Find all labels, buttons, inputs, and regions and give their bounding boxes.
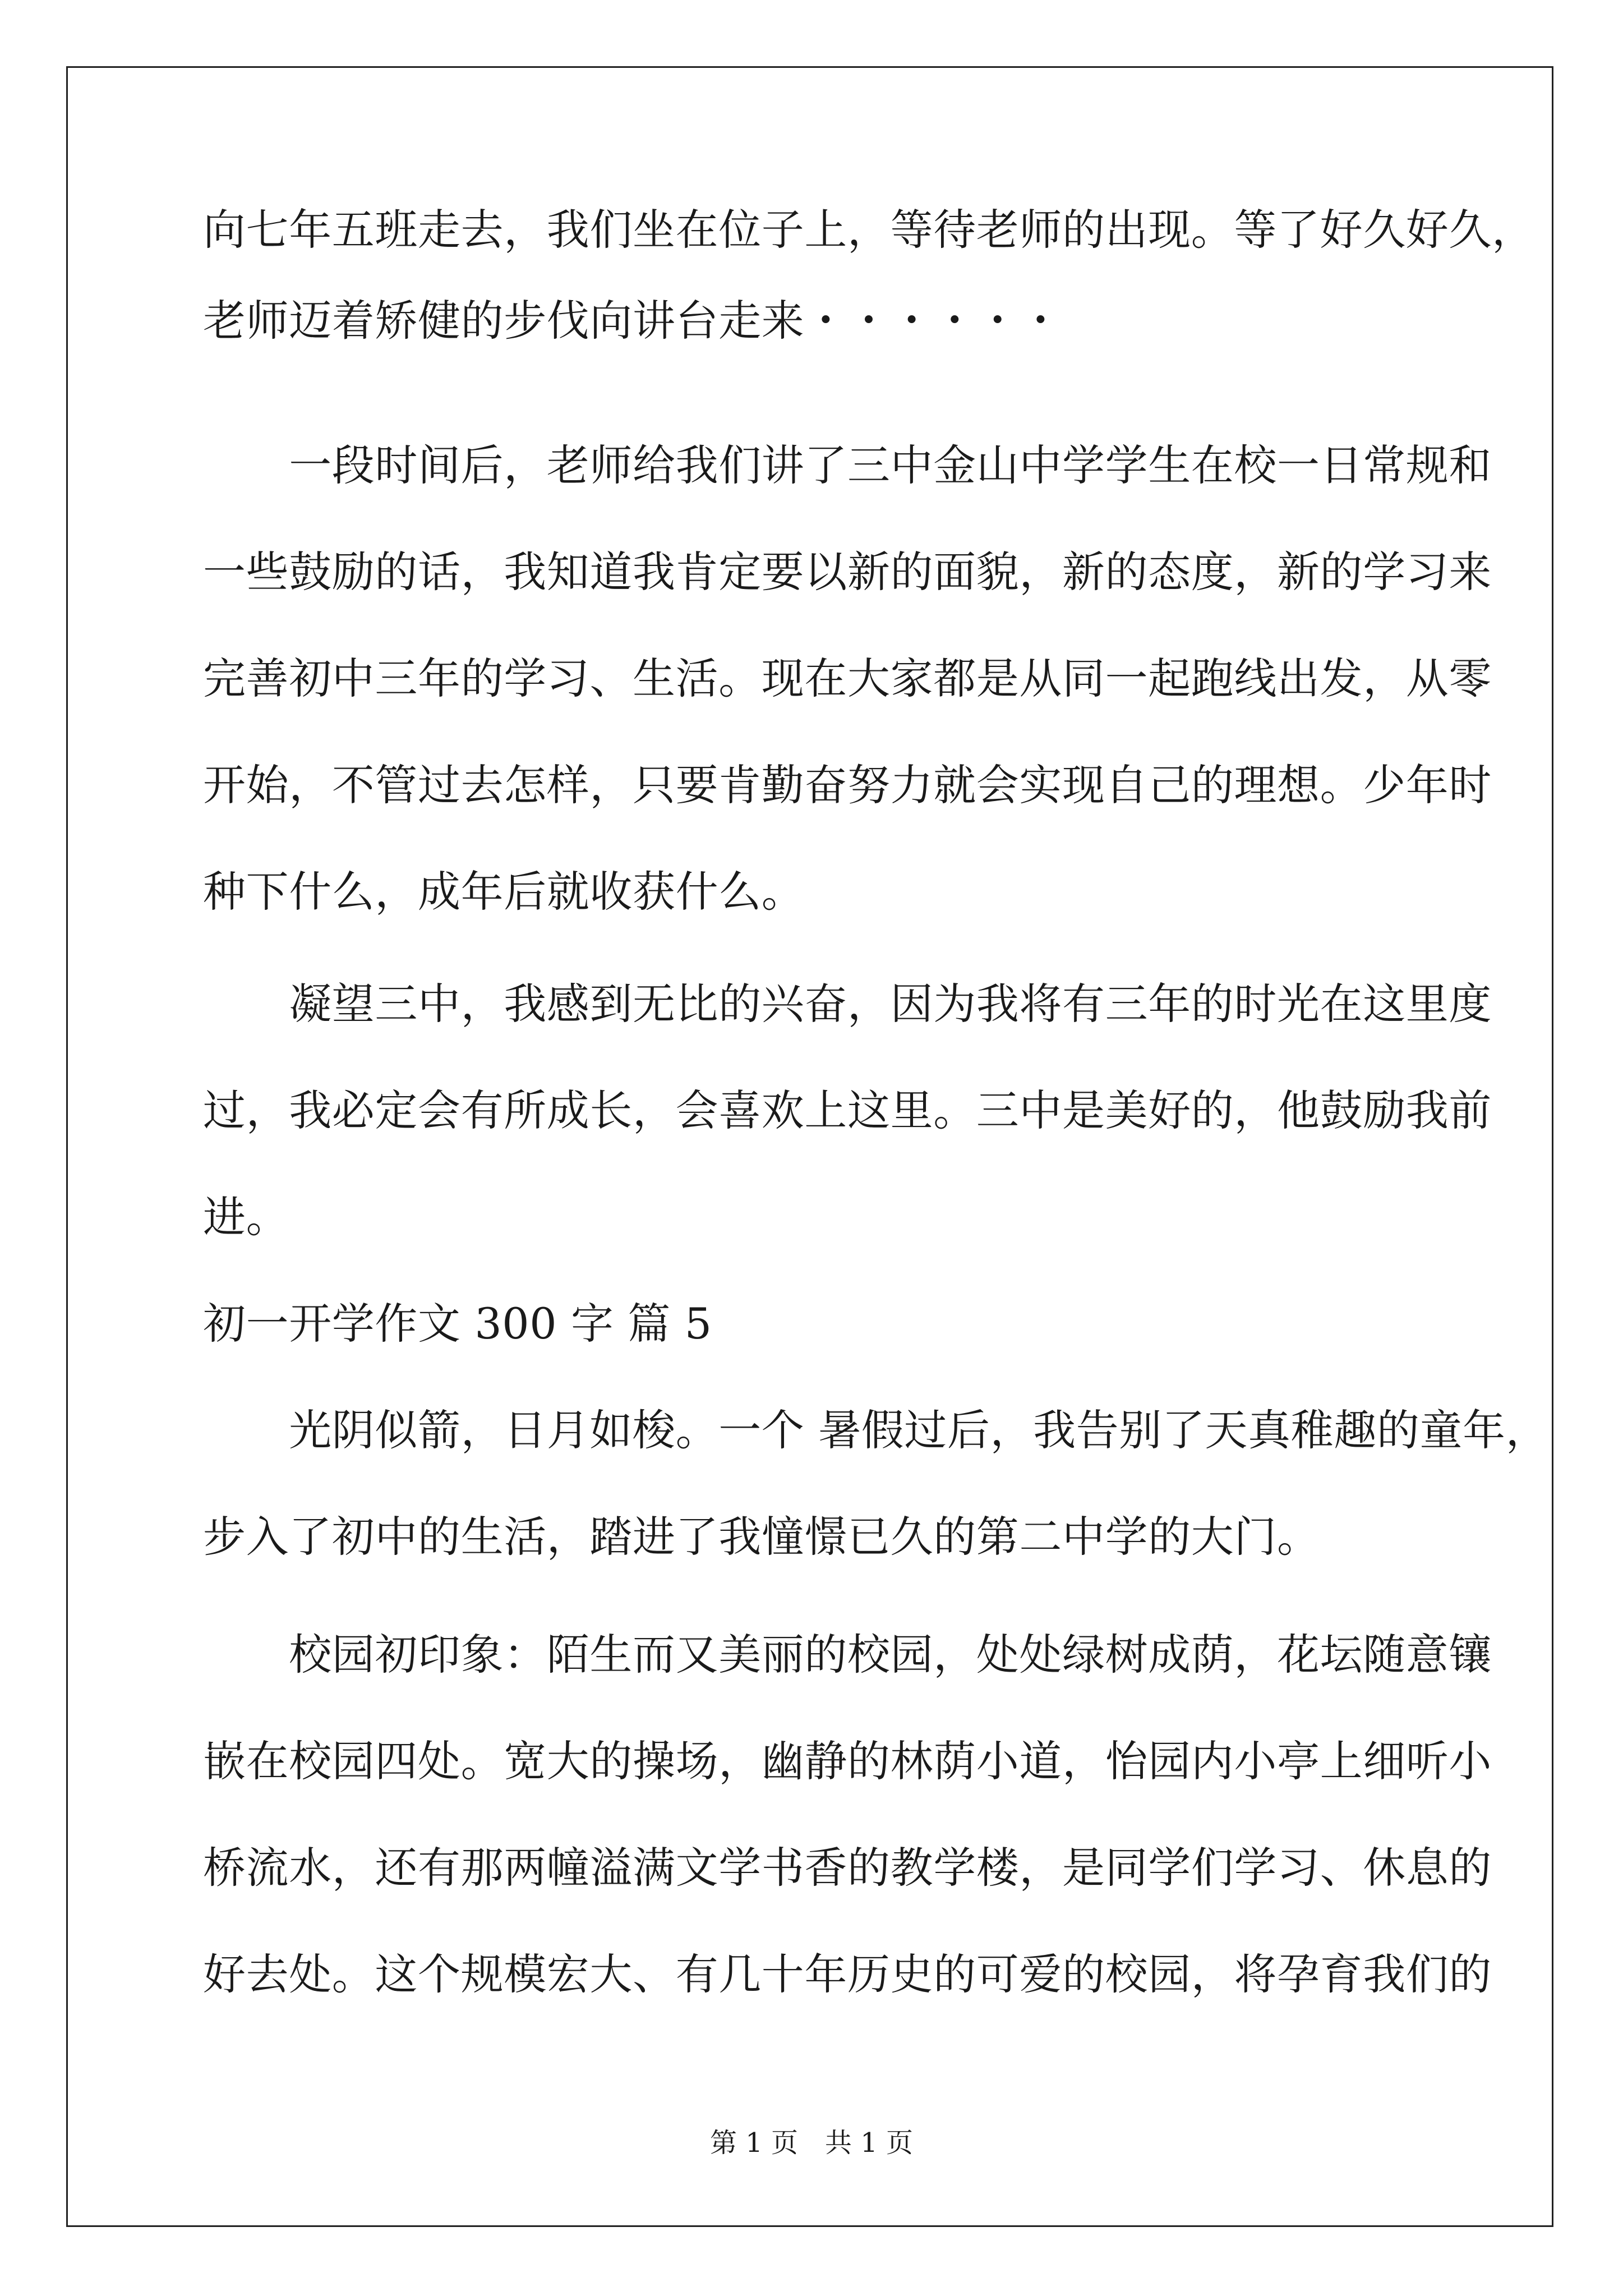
text-line: 老师迈着矫健的步伐向讲台走来・・・・・・ (203, 296, 1062, 346)
text-line: 向七年五班走去，我们坐在位子上，等待老师的出现。等了好久好久， (203, 205, 1535, 255)
page-border (66, 66, 1553, 2227)
paragraph-start: 凝望三中，我感到无比的兴奋，因为我将有三年的时光在这里度 (203, 979, 1492, 1029)
paragraph-start: 校园初印象：陌生而又美丽的校园，处处绿树成荫，花坛随意镶 (203, 1630, 1492, 1680)
text-line: 完善初中三年的学习、生活。现在大家都是从同一起跑线出发，从零 (203, 654, 1492, 703)
section-heading: 初一开学作文 300 字 篇 5 (203, 1299, 712, 1349)
text-line: 好去处。这个规模宏大、有几十年历史的可爱的校园，将孕育我们的 (203, 1949, 1492, 1999)
text-line: 桥流水，还有那两幢溢满文学书香的教学楼，是同学们学习、休息的 (203, 1843, 1492, 1893)
page-number: 第 1 页 共 1 页 (709, 2127, 914, 2159)
text-line: 嵌在校园四处。宽大的操场，幽静的林荫小道，怡园内小亭上细听小 (203, 1736, 1492, 1786)
text-line: 步入了初中的生活，踏进了我憧憬已久的第二中学的大门。 (203, 1512, 1320, 1562)
text-line: 种下什么，成年后就收获什么。 (203, 867, 805, 917)
text-line: 一些鼓励的话，我知道我肯定要以新的面貌，新的态度，新的学习来 (203, 547, 1492, 597)
paragraph-start: 一段时间后，老师给我们讲了三中金山中学学生在校一日常规和 (203, 440, 1492, 490)
text-line: 进。 (203, 1192, 289, 1242)
paragraph-start: 光阴似箭，日月如梭。一个 暑假过后，我告别了天真稚趣的童年， (203, 1405, 1549, 1455)
text-line: 过，我必定会有所成长，会喜欢上这里。三中是美好的，他鼓励我前 (203, 1085, 1492, 1135)
text-line: 开始，不管过去怎样，只要肯勤奋努力就会实现自己的理想。少年时 (203, 760, 1492, 810)
